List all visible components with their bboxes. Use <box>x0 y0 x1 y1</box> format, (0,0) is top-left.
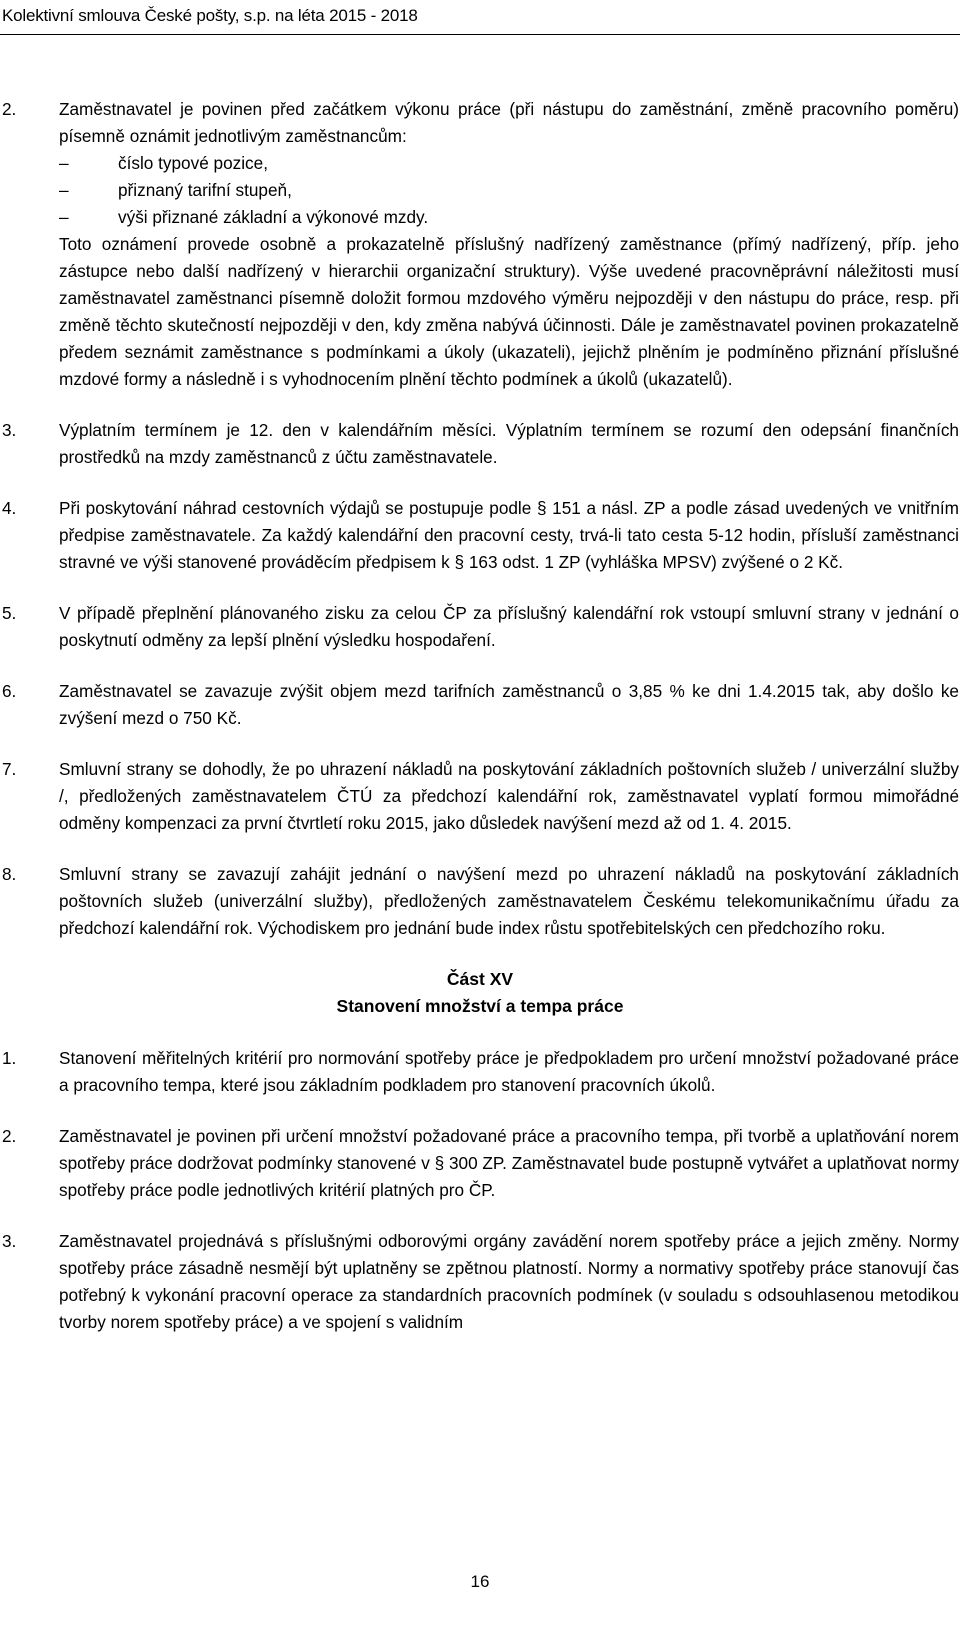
clause-number: 2. <box>2 99 17 119</box>
clause-text: Zaměstnavatel se zavazuje zvýšit objem mezd tarifních zaměstnanců o 3,85 % ke dni 1.4.2015 tak, aby došlo ke zvýšení mezd o 750 Kč. <box>59 681 959 728</box>
clause-text: Výplatním termínem je 12. den v kalendářním měsíci. Výplatním termínem se rozumí den odepsání finančních prostředků na mzdy zaměstnanců z účtu zaměstnavatele. <box>59 420 959 467</box>
list-item: – číslo typové pozice, <box>59 150 959 177</box>
clause-text: Při poskytování náhrad cestovních výdajů se postupuje podle § 151 a násl. ZP a podle zásad uvedených ve vnitřním předpise zaměstnavatele. Za každý kalendářní den pracovní cesty, trvá-li tato cesta 5-12 hodin, přísluší zaměstnanci stravné ve výši stanovené prováděcím předpisem k § 163 odst. 1 ZP (vyhláška MPSV) zvýšené o 2 Kč. <box>59 498 959 572</box>
clause-4 <box>0 495 960 576</box>
document-title: Kolektivní smlouva České pošty, s.p. na léta 2015 - 2018 <box>2 6 418 25</box>
clause-number: 2. <box>2 1126 17 1146</box>
clause-number: 4. <box>2 498 17 518</box>
clause-text: Zaměstnavatel projednává s příslušnými odborovými orgány zavádění norem spotřeby práce a jejich změny. Normy spotřeby práce zásadně nesmějí být uplatněny se zpětnou platností. Normy a normativy spotřeby práce stanovují čas potřebný k vykonání pracovní operace za standardních pracovních podmínek (v souladu s odsouhlasenou metodikou tvorby norem spotřeby práce) a ve spojení s validním <box>59 1231 959 1332</box>
section-heading <box>0 966 960 1020</box>
section-clause-1 <box>0 1045 960 1099</box>
clause-number: 1. <box>2 1048 17 1068</box>
clause-number: 3. <box>2 1231 17 1251</box>
clause-text: Smluvní strany se dohodly, že po uhrazení nákladů na poskytování základních poštovních služeb / univerzální služby /, předložených zaměstnavatelem ČTÚ za předchozí kalendářní rok, zaměstnavatel vyplatí formou mimořádné odměny kompenzaci za první čtvrtletí roku 2015, jako důsledek navýšení mezd až od 1. 4. 2015. <box>59 759 959 833</box>
clause-number: 3. <box>2 420 17 440</box>
clause-text: Zaměstnavatel je povinen před začátkem výkonu práce (při nástupu do zaměstnání, změně pracovního poměru) písemně oznámit jednotlivým zaměstnancům: <box>59 99 959 146</box>
part-label: Část XV <box>446 969 514 989</box>
header-divider <box>0 34 960 35</box>
dash-list <box>59 150 959 231</box>
section-title: Stanovení množství a tempa práce <box>336 996 624 1016</box>
clause-8 <box>0 861 960 942</box>
clause-number: 5. <box>2 603 17 623</box>
dash-icon: – <box>59 207 69 227</box>
section-clause-2 <box>0 1123 960 1204</box>
clause-text: Zaměstnavatel je povinen při určení množství požadované práce a pracovního tempa, při tvorbě a uplatňování norem spotřeby práce dodržovat podmínky stanovené v § 300 ZP. Zaměstnavatel bude postupně vytvářet a uplatňovat normy spotřeby práce podle jednotlivých kritérií platných pro ČP. <box>59 1126 959 1200</box>
clause-number: 8. <box>2 864 17 884</box>
clause-7 <box>0 756 960 837</box>
list-item: – přiznaný tarifní stupeň, <box>59 177 959 204</box>
clause-6 <box>0 678 960 732</box>
list-item: – výši přiznané základní a výkonové mzdy. <box>59 204 959 231</box>
clause-text: V případě přeplnění plánovaného zisku za celou ČP za příslušný kalendářní rok vstoupí smluvní strany v jednání o poskytnutí odměny za lepší plnění výsledku hospodaření. <box>59 603 959 650</box>
clause-2 <box>0 96 960 393</box>
dash-icon: – <box>59 180 69 200</box>
clause-5 <box>0 600 960 654</box>
clause-text: Stanovení měřitelných kritérií pro normování spotřeby práce je předpokladem pro určení množství požadované práce a pracovního tempa, které jsou základním podkladem pro stanovení pracovních úkolů. <box>59 1048 959 1095</box>
section-clause-3 <box>0 1228 960 1336</box>
clause-continuation: Toto oznámení provede osobně a prokazatelně příslušný nadřízený zaměstnance (přímý nadřízený, příp. jeho zástupce nebo další nadřízený v hierarchii organizační struktury). Výše uvedené pracovněprávní náležitosti musí zaměstnavatel zaměstnanci písemně doložit formou mzdového výměru nejpozději v den nástupu do práce, resp. při změně těchto skutečností nejpozději v den, kdy změna nabývá účinnosti. Dále je zaměstnavatel povinen prokazatelně předem seznámit zaměstnance s podmínkami a úkoly (ukazateli), jejichž plněním je podmíněno přiznání příslušné mzdové formy a následně i s vyhodnocením plnění těchto podmínek a úkolů (ukazatelů). <box>59 234 959 389</box>
document-body <box>0 96 960 1360</box>
clause-3 <box>0 417 960 471</box>
clause-text: Smluvní strany se zavazují zahájit jednání o navýšení mezd po uhrazení nákladů na poskytování základních poštovních služeb (univerzální služby), předložených zaměstnavatelem Českému telekomunikačnímu úřadu za předchozí kalendářní rok. Východiskem pro jednání bude index růstu spotřebitelských cen předchozího roku. <box>59 864 959 938</box>
clause-number: 6. <box>2 681 17 701</box>
clause-number: 7. <box>2 759 17 779</box>
dash-icon: – <box>59 153 69 173</box>
page-number: 16 <box>470 1572 490 1591</box>
